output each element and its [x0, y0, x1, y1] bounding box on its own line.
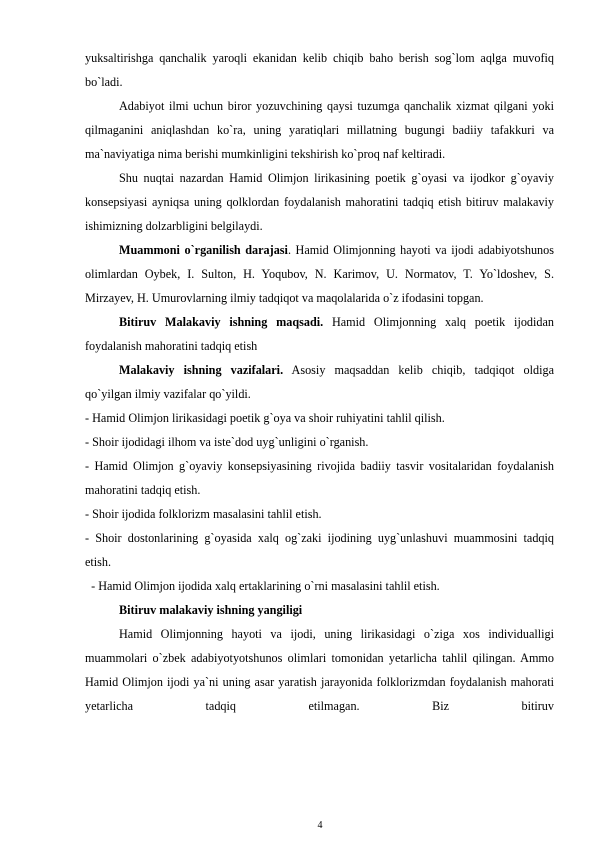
page-number: 4 [317, 820, 323, 831]
heading-goal: Bitiruv Malakaviy ishning maqsadi. [119, 315, 324, 329]
list-item: - Hamid Olimjon lirikasidagi poetik g`oya va shoir ruhiyatini tahlil qilish. [85, 411, 445, 425]
paragraph-relevance: Shu nuqtai nazardan Hamid Olimjon lirikasining poetik g`oyasi va ijodkor g`oyaviy konsepsiyasi ayniqsa uning qolklordan foydalanish mahoratini tadqiq etish bitiruv malakaviy ishimizning dolzarbligini belgilaydi. [85, 171, 554, 233]
list-item: - Hamid Olimjon ijodida xalq ertaklarining o`rni masalasini tahlil etish. [85, 579, 440, 593]
heading-novelty [85, 598, 554, 622]
paragraph-literature-science: Adabiyot ilmi uchun biror yozuvchining qaysi tuzumga qanchalik xizmat qilgani yoki qilmaganini aniqlashdan ko`ra, uning yaratiqlari millatning bugungi badiiy tafakkuri va ma`naviyatiga nima berishi mumkinligini tekshirish ko`proq naf keltiradi. [85, 99, 554, 161]
tasks-text: Asosiy maqsaddan kelib chiqib, tadqiqot oldiga qo`yilgan ilmiy vazifalar qo`yildi. [85, 363, 554, 401]
novelty-heading-text: Bitiruv malakaviy ishning yangiligi [119, 603, 303, 617]
goal-text: Hamid Olimjonning xalq poetik ijodidan foydalanish mahoratini tadqiq etish [85, 315, 554, 353]
heading-research-degree: Muammoni o`rganilish darajasi [119, 243, 288, 257]
paragraph-tasks [85, 358, 554, 406]
document-page [85, 46, 554, 718]
paragraph-intro: yuksaltirishga qanchalik yaroqli ekanidan kelib chiqib baho berish sog`lom aqlga muvofiq bo`ladi. [85, 51, 554, 89]
list-item: - Shoir ijodidagi ilhom va iste`dod uyg`unligini o`rganish. [85, 435, 369, 449]
heading-tasks: Malakaviy ishning vazifalari. [119, 363, 284, 377]
paragraph-novelty: Hamid Olimjonning hayoti va ijodi, uning lirikasidagi o`ziga xos individualligi muammolari o`zbek adabiyotyotshunos olimlari tomonidan yetarlicha tahlil qilingan. Ammo Hamid Olimjon ijodi ya`ni uning asar yaratish jarayonida folklorizmdan foydalanish mahorati yetarlicha tadqiq etilmagan. Biz bitiruv [85, 627, 554, 713]
list-item: - Shoir dostonlarining g`oyasida xalq og`zaki ijodining uyg`unlashuvi muammosini tadqiq etish. [85, 531, 554, 569]
list-item: - Shoir ijodida folklorizm masalasini tahlil etish. [85, 507, 322, 521]
paragraph-research-degree [85, 238, 554, 310]
paragraph-goal [85, 310, 554, 358]
list-item: - Hamid Olimjon g`oyaviy konsepsiyasining rivojida badiiy tasvir vositalaridan foydalanish mahoratini tadqiq etish. [85, 459, 554, 497]
research-degree-text: . Hamid Olimjonning hayoti va ijodi adabiyotshunos olimlardan Oybek, I. Sulton, H. Yoqubov, N. Karimov, U. Normatov, T. Yo`ldoshev, S. Mirzayev, H. Umurovlarning ilmiy tadqiqot va maqolalarida o`z ifodasini topgan. [85, 243, 554, 305]
